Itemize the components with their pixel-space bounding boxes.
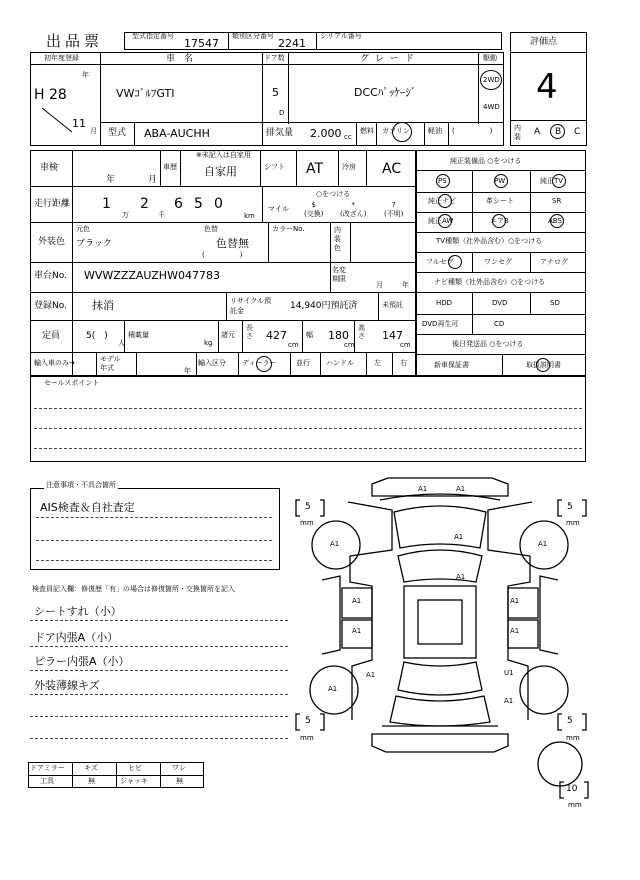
usage: 自家用 [204, 165, 237, 178]
mile-note: ○をつける [316, 190, 351, 198]
missing-v4: 無 [176, 777, 183, 785]
nav-sd: SD [550, 299, 560, 307]
color-change: 色替無 [216, 237, 249, 250]
cap: 5( ) [86, 331, 108, 341]
mark-wheel-fl: A1 [330, 540, 340, 548]
eq-aw: 純正AW [428, 217, 454, 225]
name-change-label: 名変期限 [332, 266, 346, 283]
later-warranty: 新車保証書 [434, 361, 469, 369]
tv-fullseg: フルセグ [426, 258, 454, 266]
mark-wheel-fr: A1 [538, 540, 548, 548]
tire-rl-mm: mm [300, 734, 314, 742]
mileage-label: 走行距離 [34, 199, 71, 209]
recycle-none: 未預託 [382, 301, 403, 309]
mark-door-rr: A1 [510, 627, 520, 635]
first-reg-label: 初年度登録 [44, 54, 79, 62]
car-name-label: 車 名 [166, 54, 194, 64]
model: ABA-AUCHH [144, 127, 210, 140]
fuel-label: 燃料 [360, 127, 374, 135]
mark-rear-fender-r: U1 [504, 669, 514, 677]
mark-bonnet: A1 [454, 533, 464, 541]
eq-leather: 革シート [486, 197, 514, 205]
later-manual: 取扱説明書 [526, 361, 561, 369]
inspection-month-unit: 月 [148, 175, 158, 185]
inspection-label: 車検 [40, 163, 59, 173]
import-type-label: 輸入区分 [198, 359, 226, 367]
mark-door-lf: A1 [352, 597, 362, 605]
recycle-label: リサイクル預託金 [230, 297, 272, 315]
handle-right: 右 [400, 359, 407, 367]
tire-spare-mm: mm [568, 801, 582, 809]
mile-opt-exchange: $ (交換) [304, 201, 324, 218]
missing-v2: 無 [88, 777, 95, 785]
missing-v1: 工具 [40, 777, 54, 785]
model-label: 型式 [108, 128, 127, 138]
type-number-label: 型式指定番号 [132, 32, 174, 40]
missing-h4: ワレ [172, 764, 186, 772]
caution-line: AIS検査＆自社査定 [40, 501, 135, 514]
missing-h2: キズ [84, 764, 98, 772]
tire-rr-mm: mm [566, 734, 580, 742]
name-change-day: 年 [402, 281, 409, 289]
wid-cm: cm [344, 341, 355, 349]
kg-unit: kg [204, 339, 213, 347]
load-label: 積載量 [128, 331, 149, 339]
usage-note: ※未記入は自家用 [196, 151, 251, 159]
fuel-gasoline: ガソリン [382, 127, 410, 135]
nav-hdd: HDD [436, 299, 453, 307]
displacement: 2.000 [310, 127, 342, 140]
serial-number-label: シリアル番号 [320, 32, 362, 40]
eq-pw: PW [494, 177, 506, 185]
tire-fl-mm: mm [300, 519, 314, 527]
eq-airbag: エアB [490, 217, 509, 225]
color-change-label: 色替 [204, 225, 218, 233]
len-cm: cm [288, 341, 299, 349]
mark-front-bumper: A1 [418, 485, 428, 493]
shift-label: シフト [264, 163, 285, 171]
grade: DCCﾊﾟｯｹｰｼﾞ [354, 86, 417, 99]
note-line-3: ピラー内張A（小） [34, 655, 130, 668]
tire-fl: 5 [305, 502, 311, 512]
mile-opt-unknown: ? (不明) [384, 201, 404, 218]
mileage-digit-3: 6 [174, 196, 183, 212]
drive-label: 駆動 [483, 54, 497, 62]
nav-dvd-play: DVD再生可 [422, 320, 459, 328]
tire-fr: 5 [567, 502, 573, 512]
cc-unit: cc [344, 133, 352, 141]
missing-h1: ドアミラー [30, 764, 65, 772]
model-year-unit: 年 [184, 367, 191, 375]
missing-h3: ヒビ [128, 764, 142, 772]
width: 180 [328, 329, 349, 342]
ac-label: 冷房 [342, 163, 356, 171]
orig-color-label: 元色 [76, 225, 90, 233]
import-parallel: 並行 [296, 359, 310, 367]
handle-label: ハンドル [326, 359, 354, 367]
interior-label: 内装 [514, 124, 521, 141]
mile-opt-tampered: * (改ざん) [340, 201, 367, 218]
form-title: 出品票 [46, 32, 104, 50]
recycle: 14,940円預託済 [290, 301, 358, 311]
genuine-label: 純正装備品 ○をつける [450, 157, 522, 165]
type-number: 17547 [184, 37, 219, 50]
eq-tv: 純正TV [540, 177, 564, 185]
wid-label: 幅 [306, 331, 313, 339]
man-unit: 万 [122, 211, 129, 219]
score-label: 評価点 [530, 37, 558, 47]
mark-roof: A1 [456, 573, 466, 581]
usage-label: 車歴 [163, 163, 177, 171]
month-unit: 月 [90, 127, 97, 135]
interior-a: A [534, 127, 541, 137]
handle-left: 左 [374, 359, 381, 367]
mileage-digit-4: 5 [194, 196, 203, 212]
door-suffix: D [279, 109, 285, 117]
eq-abs: ABS [548, 217, 562, 225]
displacement-label: 排気量 [266, 128, 294, 138]
mileage-digit-2: 2 [140, 196, 149, 212]
cap-label: 定員 [42, 331, 61, 341]
doors: 5 [272, 86, 279, 99]
inspection-year-unit: 年 [106, 175, 116, 185]
note-line-2: ドア内張A（小） [34, 631, 119, 644]
mark-door-lr: A1 [352, 627, 362, 635]
class-number: 2241 [278, 37, 306, 50]
eq-navi: 純正ナビ [428, 197, 456, 205]
tire-fr-mm: mm [566, 519, 580, 527]
interior-b: B [555, 127, 562, 137]
tire-spare: 10 [566, 784, 578, 794]
km-unit: km [244, 212, 255, 220]
model-year-label: モデル 年式 [100, 355, 121, 372]
first-reg-year: H 28 [34, 87, 67, 103]
mark-door-rf: A1 [510, 597, 520, 605]
vin-label: 車台No. [34, 271, 67, 281]
hgt-label: 高さ [358, 324, 365, 340]
grade-label: グレード [360, 54, 421, 64]
sales-label: セールスポイント [44, 379, 100, 387]
shift: AT [306, 161, 324, 177]
fuel-other: ( ) [452, 127, 493, 135]
inspector-label: 検査員記入欄：修復歴「有」の場合は修復箇所・交換箇所を記入 [32, 585, 235, 593]
length: 427 [266, 329, 287, 342]
sen-unit: 千 [158, 211, 165, 219]
note-line-4: 外装薄線キズ [34, 679, 100, 692]
import-dealer: ディーラー [242, 359, 277, 367]
eq-sr: SR [552, 197, 562, 205]
drive-2wd: 2WD [483, 76, 500, 84]
interior-c: C [574, 127, 581, 137]
reg: 抹消 [92, 299, 114, 312]
class-number-label: 類別区分番号 [232, 32, 274, 40]
color-no-label: カラーNo. [272, 225, 305, 233]
score-value: 4 [536, 67, 558, 107]
len-label: 長さ [246, 324, 253, 340]
later-label: 後日発送品 ○をつける [452, 340, 524, 348]
doors-label: ドア数 [264, 54, 285, 62]
color-label: 外装色 [38, 237, 66, 247]
mileage-digit-5: 0 [214, 196, 223, 212]
missing-v3: ジャッキ [120, 777, 148, 785]
mile-opt-mile: マイル [268, 205, 289, 213]
tire-rr: 5 [567, 716, 573, 726]
mark-quarter-r: A1 [504, 697, 514, 705]
reg-label: 登録No. [34, 301, 67, 311]
year-unit: 年 [82, 71, 89, 79]
color-paren: ( ) [202, 251, 243, 259]
nav-dvd: DVD [492, 299, 508, 307]
tv-analog: アナログ [540, 258, 568, 266]
mark-rear-fender-l: A1 [366, 671, 376, 679]
mileage-digit-1: 1 [102, 196, 111, 212]
name-change-month: 月 [376, 281, 383, 289]
nav-label: ナビ種類（社外品含む）○をつける [434, 278, 546, 286]
orig-color: ブラック [76, 239, 112, 249]
import-label: 輸入車のみ→ [34, 359, 75, 367]
hgt-cm: cm [400, 341, 411, 349]
tv-label: TV種類（社外品含む）○をつける [436, 237, 543, 245]
note-line-1: シートすれ（小） [34, 605, 122, 618]
tire-rl: 5 [305, 716, 311, 726]
ac: AC [382, 161, 402, 177]
caution-label: 注意事項・不具合箇所 [46, 481, 116, 489]
nav-cd: CD [494, 320, 505, 328]
eq-ps: PS [438, 177, 447, 185]
fuel-diesel: 軽油 [428, 127, 442, 135]
first-reg-month: 11 [72, 117, 86, 130]
vin: WVWZZZAUZHW047783 [84, 269, 220, 282]
mark-wheel-rl: A1 [328, 685, 338, 693]
drive-4wd: 4WD [483, 103, 500, 111]
car-name: VWｺﾞﾙﾌGTI [116, 87, 175, 100]
mark-front-bumper-2: A1 [456, 485, 466, 493]
size-label: 諸元 [221, 331, 235, 339]
height: 147 [382, 329, 403, 342]
cap-unit: 人 [118, 339, 125, 347]
tv-oneseg: ワンセグ [484, 258, 512, 266]
int-color-label: 内装色 [334, 226, 341, 252]
